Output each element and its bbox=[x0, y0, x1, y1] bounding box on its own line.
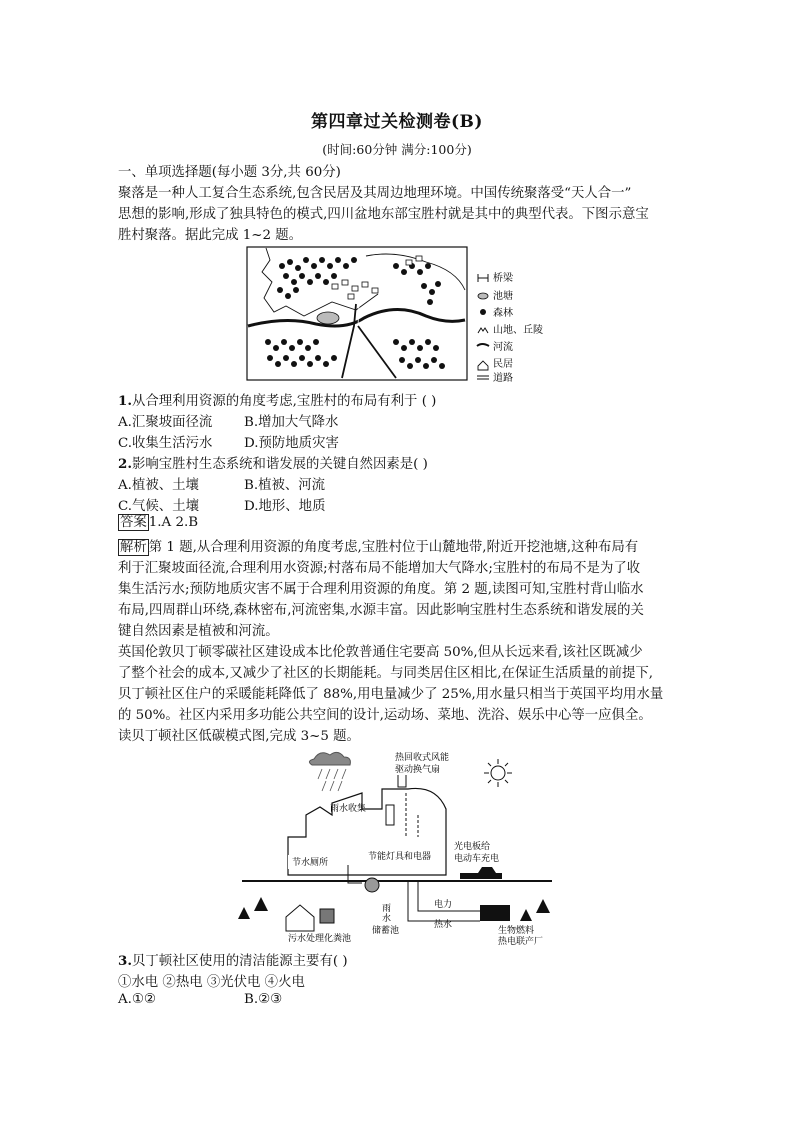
answer-line bbox=[118, 515, 198, 531]
trees-left bbox=[238, 897, 268, 925]
q3-items: ①水电 ②热电 ③光伏电 ④火电 bbox=[118, 975, 305, 990]
trees-right bbox=[520, 899, 550, 927]
septic-tank-icon bbox=[320, 909, 334, 923]
q1-stem: 1.从合理利用资源的角度考虑,宝胜村的布局有利于 ( ) bbox=[118, 393, 437, 409]
pond-symbol bbox=[478, 293, 488, 299]
electric-car-icon bbox=[460, 867, 502, 879]
analysis-line-3: 集生活污水;预防地质灾害不属于合理利用资源的角度。第 2 题,读图可知,宝胜村背山临水 bbox=[118, 582, 644, 597]
q2-options-row1: A.植被、土壤 B.植被、河流 bbox=[118, 478, 326, 493]
intro1-line-2: 思想的影响,形成了独具特色的模式,四川盆地东部宝胜村就是其中的典型代表。下图示意宝 bbox=[118, 207, 649, 222]
label-solar-2: 电动车充电 bbox=[454, 854, 500, 864]
exam-time-info: (时间:60分钟 满分:100分) bbox=[322, 142, 472, 157]
label-chp-1: 生物燃料 bbox=[498, 926, 535, 936]
answer-label: 答案 bbox=[120, 515, 147, 530]
label-tank-3: 储蓄池 bbox=[372, 926, 400, 936]
intro2-line-5: 读贝丁顿社区低碳模式图,完成 3~5 题。 bbox=[118, 729, 360, 744]
q3-options: A.①② B.②③ bbox=[118, 992, 283, 1007]
fan-chimney bbox=[398, 775, 406, 787]
low-carbon-diagram bbox=[232, 745, 562, 945]
label-solar-1: 光电板给 bbox=[454, 842, 491, 852]
label-rain-collect: 雨水收集 bbox=[330, 804, 367, 814]
chp-plant-icon bbox=[480, 905, 510, 921]
cloud-icon bbox=[309, 752, 350, 765]
legend-bridge: 桥梁 bbox=[493, 273, 513, 284]
analysis-line-4: 布局,四周群山环绕,森林密布,河流密集,水源丰富。因此影响宝胜村生态系统和谐发展的关 bbox=[118, 603, 644, 618]
river-symbol bbox=[477, 344, 489, 346]
analysis-line-5: 键自然因素是植被和河流。 bbox=[118, 624, 279, 639]
legend-pond: 池塘 bbox=[493, 291, 513, 302]
intro2-line-1: 英国伦敦贝丁顿零碳社区建设成本比伦敦普通住宅要高 50%,但从长远来看,该社区既减少 bbox=[118, 645, 643, 660]
analysis-label: 解析 bbox=[120, 540, 147, 555]
bridge-symbol bbox=[478, 274, 488, 282]
label-lamps: 节能灯具和电器 bbox=[368, 852, 432, 862]
label-fan-2: 驱动换气扇 bbox=[395, 765, 441, 775]
q1-options-row1: A.汇聚坡面径流 B.增加大气降水 bbox=[118, 415, 339, 430]
pond bbox=[317, 312, 339, 324]
intro1-line-3: 胜村聚落。据此完成 1~2 题。 bbox=[118, 228, 303, 243]
map-legend bbox=[477, 271, 543, 382]
forest-symbol bbox=[480, 309, 486, 315]
page-title: 第四章过关检测卷(B) bbox=[311, 112, 483, 132]
legend-mountain: 山地、丘陵 bbox=[493, 325, 543, 336]
sun-icon bbox=[484, 759, 512, 787]
rainwater-tank bbox=[365, 878, 379, 892]
village-map-figure bbox=[246, 246, 556, 382]
label-chp-2: 热电联产厂 bbox=[498, 937, 544, 945]
label-tank-1: 雨 bbox=[382, 904, 392, 914]
label-tank-2: 水 bbox=[382, 914, 392, 924]
rain-lines bbox=[318, 769, 346, 791]
legend-forest: 森林 bbox=[493, 308, 513, 319]
legend-house: 民居 bbox=[493, 359, 513, 370]
house-symbol bbox=[478, 361, 488, 370]
q2-options-row2: C.气候、土壤 D.地形、地质 bbox=[118, 499, 326, 514]
intro2-line-2: 了整个社会的成本,又减少了社区的长期能耗。与同类居住区相比,在保证生活质量的前提下, bbox=[118, 666, 654, 681]
analysis-line-1: 解析 第 1 题,从合理利用资源的角度考虑,宝胜村位于山麓地带,附近开挖池塘,这种布局有 bbox=[120, 540, 639, 555]
q3-stem: 3.贝丁顿社区使用的清洁能源主要有( ) bbox=[118, 953, 348, 969]
mountain-symbol bbox=[478, 328, 488, 333]
analysis-line-2: 利于汇聚坡面径流,合理利用水资源;村落布局不能增加大气降水;宝胜村的布局不是为了收 bbox=[118, 561, 641, 576]
section-heading: 一、单项选择题(每小题 3分,共 60分) bbox=[118, 165, 341, 180]
label-hotwater: 热水 bbox=[434, 920, 453, 930]
answer-text: 1.A 2.B bbox=[148, 515, 199, 530]
intro2-line-3: 贝丁顿社区住户的采暖能耗降低了 88%,用电量减少了 25%,用水量只相当于英国平均用水量 bbox=[118, 687, 664, 702]
q1-options-row2: C.收集生活污水 D.预防地质灾害 bbox=[118, 436, 339, 451]
label-septic: 化粪池 bbox=[324, 934, 352, 944]
legend-river: 河流 bbox=[493, 342, 513, 353]
sewage-plant-icon bbox=[286, 905, 314, 931]
intro2-line-4: 的 50%。社区内采用多功能公共空间的设计,运动场、菜地、洗浴、娱乐中心等一应俱全。 bbox=[118, 708, 652, 723]
label-power: 电力 bbox=[434, 900, 453, 910]
q2-stem: 2.影响宝胜村生态系统和谐发展的关键自然因素是( ) bbox=[118, 456, 428, 472]
label-toilet: 节水厕所 bbox=[292, 858, 329, 868]
label-fan-1: 热回收式风能 bbox=[395, 753, 450, 763]
intro1-line-1: 聚落是一种人工复合生态系统,包含民居及其周边地理环境。中国传统聚落受“天人合一” bbox=[118, 186, 632, 201]
label-sewage: 污水处理 bbox=[288, 934, 325, 944]
legend-road: 道路 bbox=[493, 373, 513, 382]
road-symbol bbox=[477, 376, 489, 379]
